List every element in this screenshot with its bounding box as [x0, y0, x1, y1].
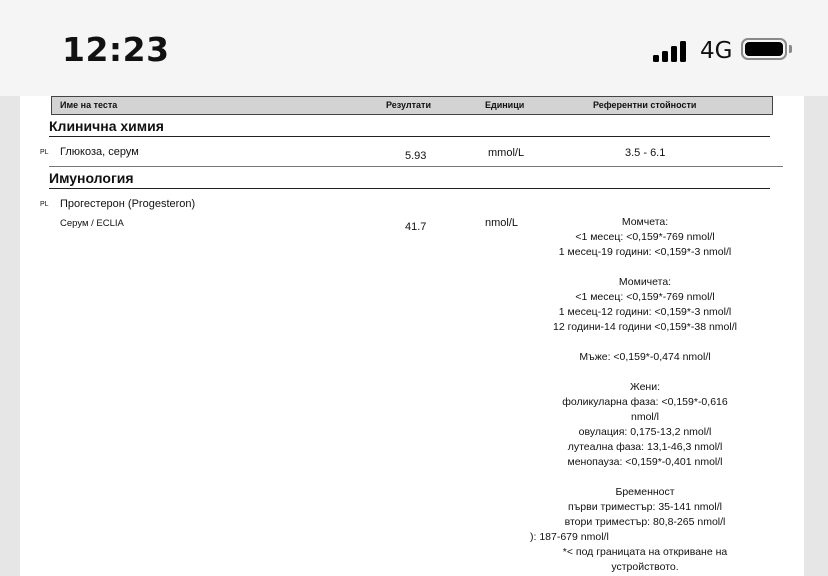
ref-line: <1 месец: <0,159*-769 nmol/l [575, 291, 715, 303]
ref-line: Момичета: [618, 276, 672, 288]
test-sample: Серум / ECLIA [60, 218, 124, 229]
test-unit: nmol/L [485, 217, 519, 229]
header-units: Единици [485, 100, 525, 110]
ref-line: Жени: [630, 381, 660, 393]
test-unit: mmol/L [488, 147, 525, 159]
test-result: 5.93 [405, 150, 427, 162]
ref-line: менопауза: <0,159*-0,401 nmol/l [567, 456, 723, 468]
ref-line: nmol/l [630, 411, 659, 423]
section-title: Клинична химия [49, 118, 164, 134]
ref-line: 1 месец-12 години: <0,159*-3 nmol/l [558, 306, 732, 318]
network-type: 4G [700, 38, 733, 64]
section-divider [49, 188, 770, 189]
ref-line: Бременност [615, 486, 675, 498]
lab-report-page [20, 96, 804, 576]
test-result: 41.7 [405, 221, 427, 233]
ref-line: фоликуларна фаза: <0,159*-0,616 [562, 396, 728, 408]
ref-gap [530, 260, 760, 275]
row-divider [49, 166, 783, 167]
ref-gap [530, 335, 760, 350]
reference-ranges [530, 215, 760, 575]
battery-icon [741, 38, 787, 60]
test-name: Глюкоза, серум [60, 146, 139, 158]
header-test-name: Име на теста [60, 100, 118, 110]
ref-line: <1 месец: <0,159*-769 nmol/l [575, 231, 715, 243]
ref-line: първи триместър: 35-141 nmol/l [568, 501, 722, 513]
clock-time: 12:23 [62, 30, 170, 69]
section-title: Имунология [49, 170, 134, 186]
test-prefix: PL [40, 149, 49, 156]
ref-line: 12 години-14 години <0,159*-38 nmol/l [553, 321, 737, 333]
battery-tip [789, 45, 792, 53]
test-name: Прогестерон (Progesteron) [60, 198, 196, 210]
status-bar [0, 0, 828, 96]
header-result: Резултати [386, 100, 431, 110]
ref-line: ): 187-679 nmol/l [530, 531, 609, 543]
cellular-signal-icon [653, 40, 691, 62]
ref-line: *< под границата на откриване на [562, 546, 728, 558]
ref-gap [530, 470, 760, 485]
table-header [51, 96, 773, 115]
test-prefix: PL [40, 201, 49, 208]
ref-line: лутеална фаза: 13,1-46,3 nmol/l [567, 441, 723, 453]
ref-line: Момчета: [621, 216, 669, 228]
ref-line: втори триместър: 80,8-265 nmol/l [564, 516, 726, 528]
ref-line: 1 месец-19 години: <0,159*-3 nmol/l [558, 246, 732, 258]
ref-line: овулация: 0,175-13,2 nmol/l [578, 426, 712, 438]
ref-line: устройството. [611, 561, 679, 573]
header-reference: Референтни стойности [593, 100, 697, 110]
test-reference: 3.5 - 6.1 [625, 147, 666, 159]
ref-line: Мъже: <0,159*-0,474 nmol/l [579, 351, 711, 363]
section-divider [49, 136, 770, 137]
ref-gap [530, 365, 760, 380]
